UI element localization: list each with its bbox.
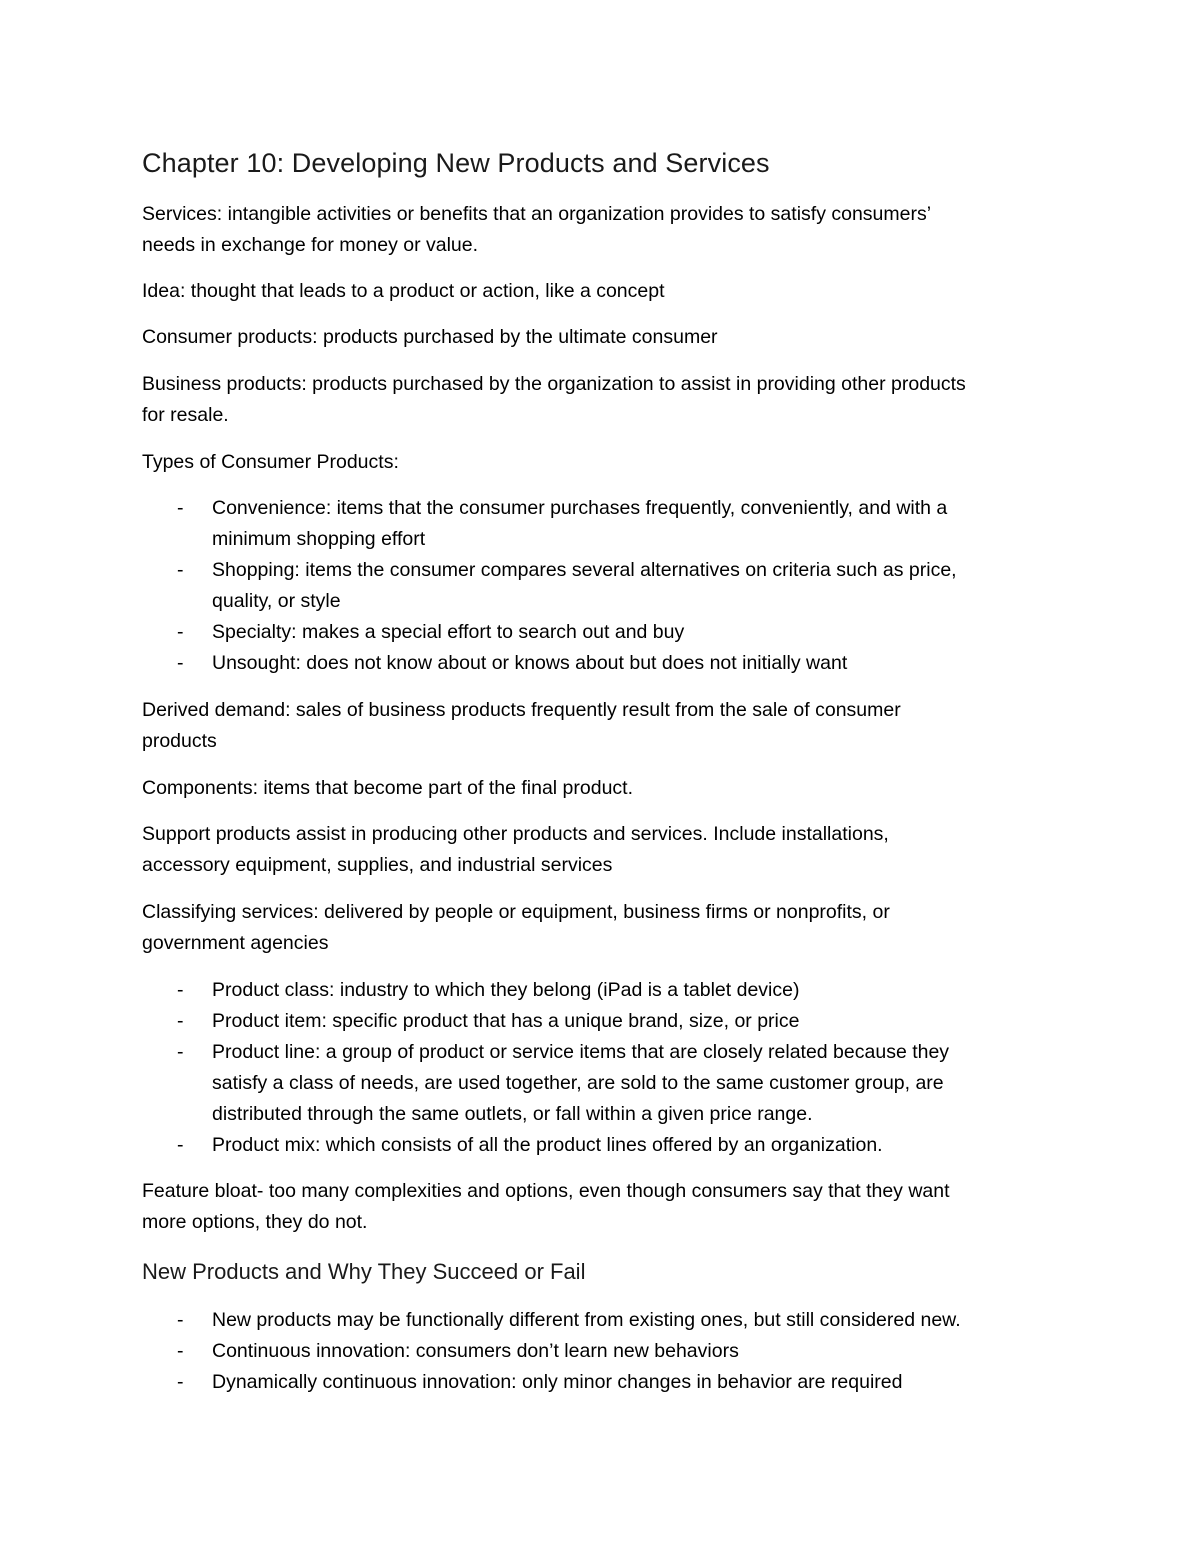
text-line: satisfy a class of needs, are used together, are sold to the same customer group, are [212,1072,944,1094]
text-line: Product class: industry to which they belong (iPad is a tablet device) [212,979,800,1001]
bullet-dash: - [177,621,184,643]
text-line: products [142,730,217,752]
text-line: more options, they do not. [142,1211,368,1233]
business-products-definition [142,369,1062,431]
text-line: Business products: products purchased by the organization to assist in providing other products [142,373,966,395]
bullet-dash: - [177,497,184,519]
bullet-dash: - [177,1134,184,1156]
services-definition [142,199,1062,261]
list-item [142,975,1062,1006]
list-item [142,1367,1062,1398]
bullet-dash: - [177,1309,184,1331]
text-line: Consumer products: products purchased by the ultimate consumer [142,326,718,348]
bullet-dash: - [177,1371,184,1393]
list-item [142,555,1062,617]
list-item [142,1037,1062,1130]
list-item [142,493,1062,555]
text-line: Continuous innovation: consumers don’t learn new behaviors [212,1340,739,1362]
text-line: Dynamically continuous innovation: only minor changes in behavior are required [212,1371,903,1393]
text-line: Types of Consumer Products: [142,451,399,473]
classifying-services-definition [142,897,1062,959]
text-line: Derived demand: sales of business products frequently result from the sale of consumer [142,699,901,721]
text-line: Shopping: items the consumer compares several alternatives on criteria such as price, [212,559,957,581]
list-item [142,1130,1062,1161]
page-title: Chapter 10: Developing New Products and Services [142,148,770,178]
list-item [142,648,1062,679]
bullet-dash: - [177,1340,184,1362]
text-line: minimum shopping effort [212,528,426,550]
bullet-dash: - [177,1041,184,1063]
text-line: New products may be functionally different from existing ones, but still considered new. [212,1309,961,1331]
support-products-definition [142,819,1062,881]
consumer-product-types-list [142,493,1062,679]
derived-demand-definition [142,695,1062,757]
text-line: Idea: thought that leads to a product or action, like a concept [142,280,665,302]
idea-definition [142,276,1062,307]
bullet-dash: - [177,559,184,581]
types-heading [142,447,1062,478]
text-line: for resale. [142,404,229,426]
product-terms-list [142,975,1062,1161]
list-item [142,1305,1062,1336]
bullet-dash: - [177,979,184,1001]
feature-bloat-definition [142,1176,1062,1238]
bullet-dash: - [177,652,184,674]
section-heading: New Products and Why They Succeed or Fail [142,1259,586,1284]
consumer-products-definition [142,322,1062,353]
text-line: Convenience: items that the consumer purchases frequently, conveniently, and with a [212,497,948,519]
text-line: quality, or style [212,590,341,612]
components-definition [142,773,1062,804]
text-line: government agencies [142,932,329,954]
list-item [142,1006,1062,1037]
text-line: Feature bloat- too many complexities and options, even though consumers say that they want [142,1180,950,1202]
text-line: Unsought: does not know about or knows about but does not initially want [212,652,848,674]
list-item [142,617,1062,648]
text-line: needs in exchange for money or value. [142,234,479,256]
text-line: distributed through the same outlets, or fall within a given price range. [212,1103,813,1125]
text-line: Services: intangible activities or benefits that an organization provides to satisfy consumers’ [142,203,932,225]
bullet-dash: - [177,1010,184,1032]
text-line: Specialty: makes a special effort to search out and buy [212,621,685,643]
text-line: accessory equipment, supplies, and industrial services [142,854,613,876]
list-item [142,1336,1062,1367]
text-line: Product line: a group of product or service items that are closely related because they [212,1041,950,1063]
text-line: Product item: specific product that has a unique brand, size, or price [212,1010,800,1032]
text-line: Classifying services: delivered by people or equipment, business firms or nonprofits, or [142,901,890,923]
text-line: Support products assist in producing other products and services. Include installations, [142,823,889,845]
text-line: Components: items that become part of the final product. [142,777,634,799]
text-line: Product mix: which consists of all the product lines offered by an organization. [212,1134,883,1156]
new-products-list [142,1305,1062,1398]
